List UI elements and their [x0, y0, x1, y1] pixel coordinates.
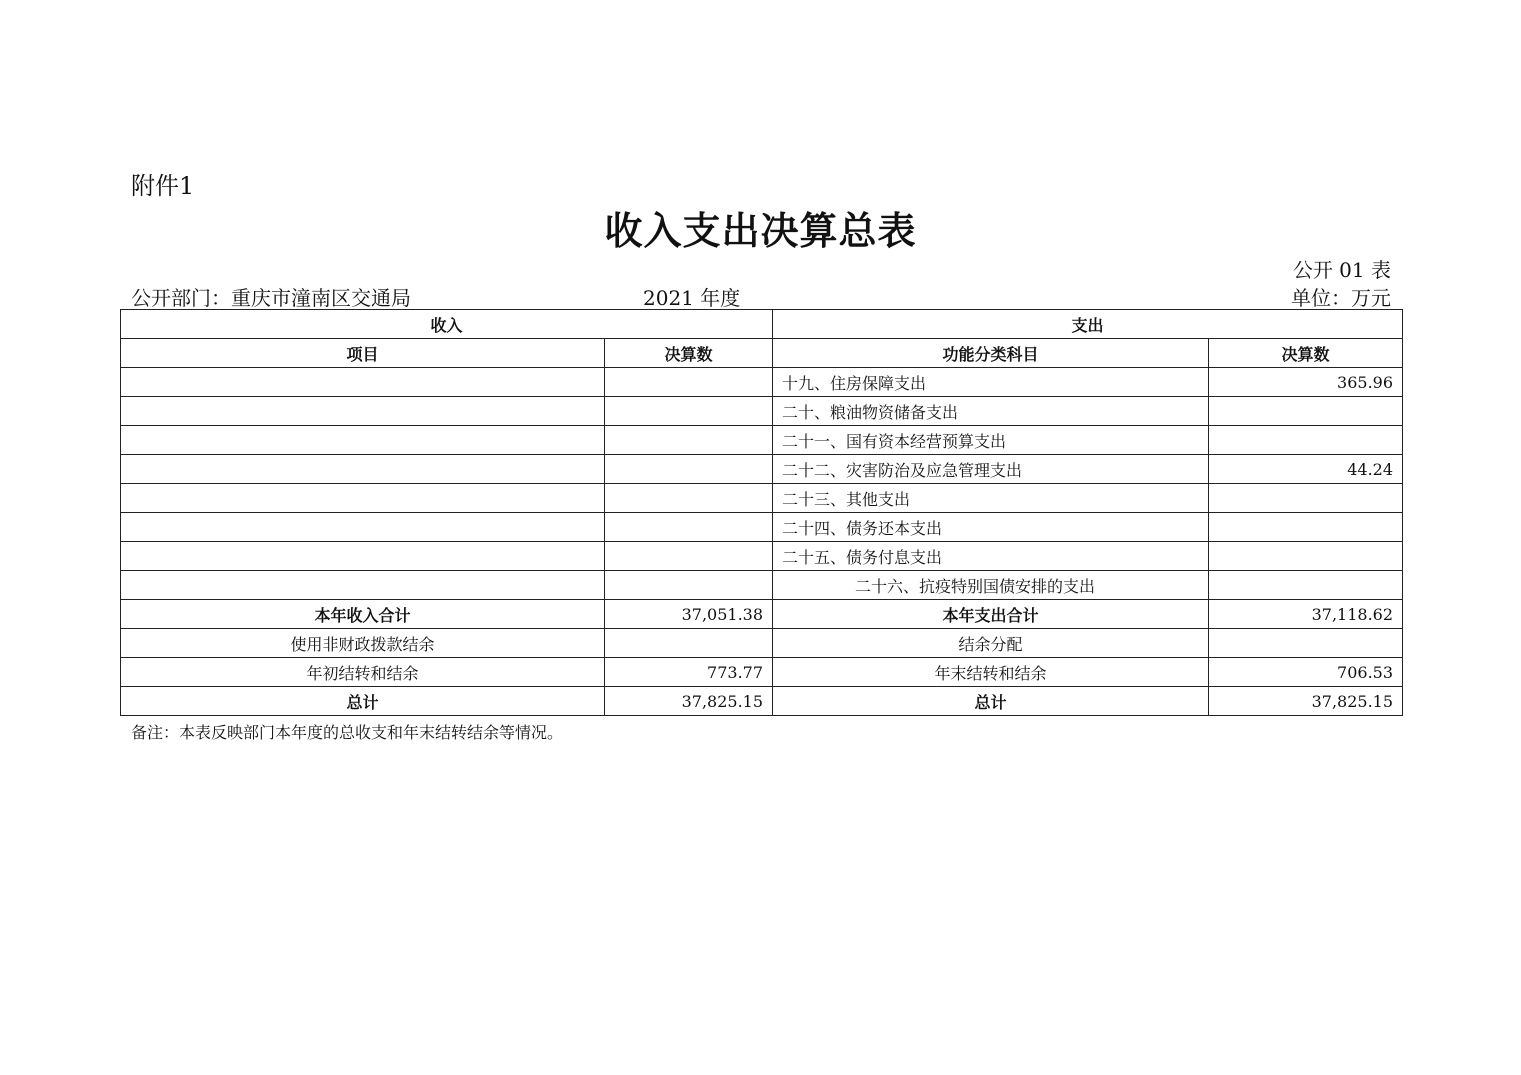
- expense-item: 二十三、其他支出: [773, 484, 1209, 513]
- footnote: 备注：本表反映部门本年度的总收支和年末结转结余等情况。: [131, 723, 564, 742]
- income-amount: [605, 513, 773, 542]
- income-expense-table: [120, 309, 1403, 716]
- income-amount: [605, 455, 773, 484]
- income-amount: [605, 426, 773, 455]
- income-grand-total-amount: 37,825.15: [605, 687, 773, 716]
- attachment-label: 附件1: [131, 172, 195, 200]
- expense-amount: 365.96: [1209, 368, 1403, 397]
- income-amount: [605, 542, 773, 571]
- table-row: [121, 368, 1403, 397]
- form-number: 公开 01 表: [1292, 258, 1391, 282]
- grand-total-row: [121, 687, 1403, 716]
- expense-item: 二十五、债务付息支出: [773, 542, 1209, 571]
- income-item: [121, 484, 605, 513]
- income-amount: [605, 484, 773, 513]
- income-amount: [605, 368, 773, 397]
- surplus-distribution-amount: [1209, 629, 1403, 658]
- year-expense-total-label: 本年支出合计: [773, 600, 1209, 629]
- income-item: [121, 513, 605, 542]
- income-item: [121, 368, 605, 397]
- unit-label: 单位：万元: [1291, 286, 1391, 310]
- col-header-item: 项目: [121, 339, 605, 368]
- table-row: [121, 571, 1403, 600]
- table-row: [121, 484, 1403, 513]
- non-fiscal-row: [121, 629, 1403, 658]
- income-item: [121, 571, 605, 600]
- surplus-distribution-label: 结余分配: [773, 629, 1209, 658]
- department-label: 公开部门：重庆市潼南区交通局: [131, 286, 411, 310]
- income-group-header: 收入: [121, 310, 773, 339]
- group-header-row: [121, 310, 1403, 339]
- expense-item: 二十四、债务还本支出: [773, 513, 1209, 542]
- expense-item: 二十、粮油物资储备支出: [773, 397, 1209, 426]
- expense-amount: [1209, 513, 1403, 542]
- col-header-expense-amount: 决算数: [1209, 339, 1403, 368]
- carryover-row: [121, 658, 1403, 687]
- year-income-total-amount: 37,051.38: [605, 600, 773, 629]
- income-amount: [605, 571, 773, 600]
- expense-amount: [1209, 426, 1403, 455]
- income-item: [121, 542, 605, 571]
- page-title: 收入支出决算总表: [604, 209, 917, 253]
- column-header-row: [121, 339, 1403, 368]
- year-total-row: [121, 600, 1403, 629]
- year-income-total-label: 本年收入合计: [121, 600, 605, 629]
- expense-grand-total-amount: 37,825.15: [1209, 687, 1403, 716]
- non-fiscal-balance-label: 使用非财政拨款结余: [121, 629, 605, 658]
- closing-carryover-label: 年末结转和结余: [773, 658, 1209, 687]
- expense-item: 二十二、灾害防治及应急管理支出: [773, 455, 1209, 484]
- expense-amount: [1209, 484, 1403, 513]
- income-amount: [605, 397, 773, 426]
- table-row: [121, 397, 1403, 426]
- income-item: [121, 426, 605, 455]
- expense-item: 十九、住房保障支出: [773, 368, 1209, 397]
- expense-amount: [1209, 397, 1403, 426]
- opening-carryover-label: 年初结转和结余: [121, 658, 605, 687]
- table-row: [121, 542, 1403, 571]
- table-row: [121, 455, 1403, 484]
- expense-amount: [1209, 542, 1403, 571]
- expense-amount: 44.24: [1209, 455, 1403, 484]
- income-grand-total-label: 总计: [121, 687, 605, 716]
- non-fiscal-balance-amount: [605, 629, 773, 658]
- year-expense-total-amount: 37,118.62: [1209, 600, 1403, 629]
- fiscal-year: 2021 年度: [643, 286, 741, 310]
- expense-amount: [1209, 571, 1403, 600]
- col-header-function: 功能分类科目: [773, 339, 1209, 368]
- table-row: [121, 426, 1403, 455]
- closing-carryover-amount: 706.53: [1209, 658, 1403, 687]
- expense-group-header: 支出: [773, 310, 1403, 339]
- income-item: [121, 397, 605, 426]
- expense-item: 二十一、国有资本经营预算支出: [773, 426, 1209, 455]
- opening-carryover-amount: 773.77: [605, 658, 773, 687]
- table-row: [121, 513, 1403, 542]
- income-item: [121, 455, 605, 484]
- col-header-income-amount: 决算数: [605, 339, 773, 368]
- expense-item: 二十六、抗疫特别国债安排的支出: [773, 571, 1209, 600]
- expense-grand-total-label: 总计: [773, 687, 1209, 716]
